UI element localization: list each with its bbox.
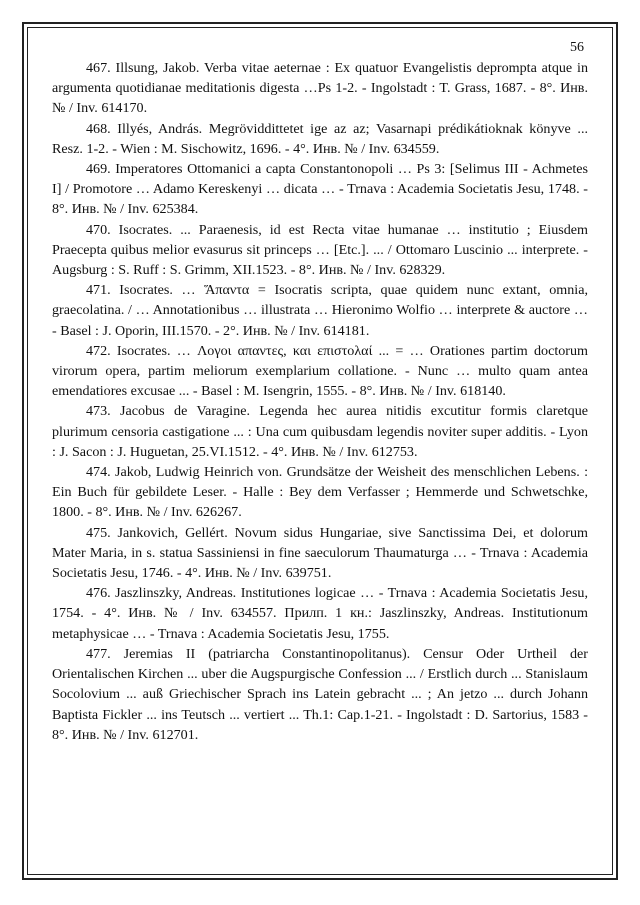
catalog-entry-469: 469. Imperatores Ottomanici a capta Constantonopoli … Ps 3: [Selimus III - Achmetes I] / Promotore … Adamo Kereskenyi … dicata … - Trnava : Academia Societatis Jesu, 1748. - 8°. Инв. № / Inv. 625384. <box>52 161 588 218</box>
catalog-page <box>52 38 588 745</box>
catalog-entry-477: 477. Jeremias II (patriarcha Constantinopolitanus). Censur Oder Urtheil der Orientalischen Kirchen ... uber die Augspurgische Confession ... / Erstlich durch ... Stanislaum Socolovium ... auß Griechischer Sprach ins Latein gebracht ... ; An jetzo ... durch Johann Baptista Fickler ... ins Teutsch ... vertiert ... Th.1: Cap.1-21. - Ingolstadt : D. Sartorius, 1583 - 8°. Инв. № / Inv. 612701. <box>52 645 588 743</box>
catalog-entry-472: 472. Isocrates. … Λογοι απαντες, και επιστολαί ... = … Orationes partim doctorum virorum opera, partim meliorum exemplarium collatione. - Nunc … multo quam antea emendatiores excusae ... - Basel : M. Isengrin, 1555. - 8°. Инв. № / Inv. 618140. <box>52 342 588 400</box>
catalog-entry-468: 468. Illyés, András. Megröviddittetet ige az az; Vasarnapi prédikátioknak könyve ... Resz. 1-2. - Wien : M. Sischowitz, 1696. - 4°. Инв. № / Inv. 634559. <box>52 120 588 157</box>
catalog-entry-475: 475. Jankovich, Gellért. Novum sidus Hungariae, sive Sanctissima Dei, et dolorum Mater Maria, in s. statua Sassiniensi in fine saeculorum Thaumaturga … - Trnava : Academia Societatis Jesu, 1746. - 4°. Инв. № / Inv. 639751. <box>52 524 588 582</box>
catalog-entry-473: 473. Jacobus de Varagine. Legenda hec aurea nitidis excutitur formis claretque plurimum censoria castigatione ... : Una cum quibusdam legendis noviter super additis. - Lyon : J. Sacon : J. Huguetan, 25.VI.1512. - 4°. Инв. № / Inv. 612753. <box>52 403 588 460</box>
catalog-entry-476: 476. Jaszlinszky, Andreas. Institutiones logicae … - Trnava : Academia Societatis Jesu, 1754. - 4°. Инв. № / Inv. 634557. Прилп. 1 кн.: Jaszlinszky, Andreas. Institutionum metaphysicae … - Trnava : Academia Societatis Jesu, 1755. <box>52 585 588 642</box>
page-number: 56 <box>570 40 584 55</box>
catalog-entry-467: 467. Illsung, Jakob. Verba vitae aeternae : Ex quatuor Evangelistis deprompta atque in argumenta quotidianae meditationis digesta …Ps 1-2. - Ingolstadt : T. Grass, 1687. - 8°. Инв. № / Inv. 614170. <box>52 60 588 117</box>
catalog-entry-471: 471. Isocrates. … Ἅπαντα = Isocratis scripta, quae quidem nunc extant, omnia, graecolatina. / … Annotationibus … illustrata … Hieronimo Wolfio … interprete & auctore … - Basel : J. Oporin, III.1570. - 2°. Инв. № / Inv. 614181. <box>52 282 588 339</box>
catalog-entry-470: 470. Isocrates. ... Paraenesis, id est Recta vitae humanae … institutio ; Eiusdem Praecepta quibus melior evasurus sit princeps … [Etc.]. ... / Ottomaro Luscinio ... interprete. - Augsburg : S. Ruff : S. Grimm, XII.1523. - 8°. Инв. № / Inv. 628329. <box>52 221 588 279</box>
catalog-entry-474: 474. Jakob, Ludwig Heinrich von. Grundsätze der Weisheit des menschlichen Lebens. : Ein Buch für gebildete Leser. - Halle : Bey dem Verfasser ; Hemmerde und Schwetschke, 1800. - 8°. Инв. № / Inv. 626267. <box>52 464 588 521</box>
